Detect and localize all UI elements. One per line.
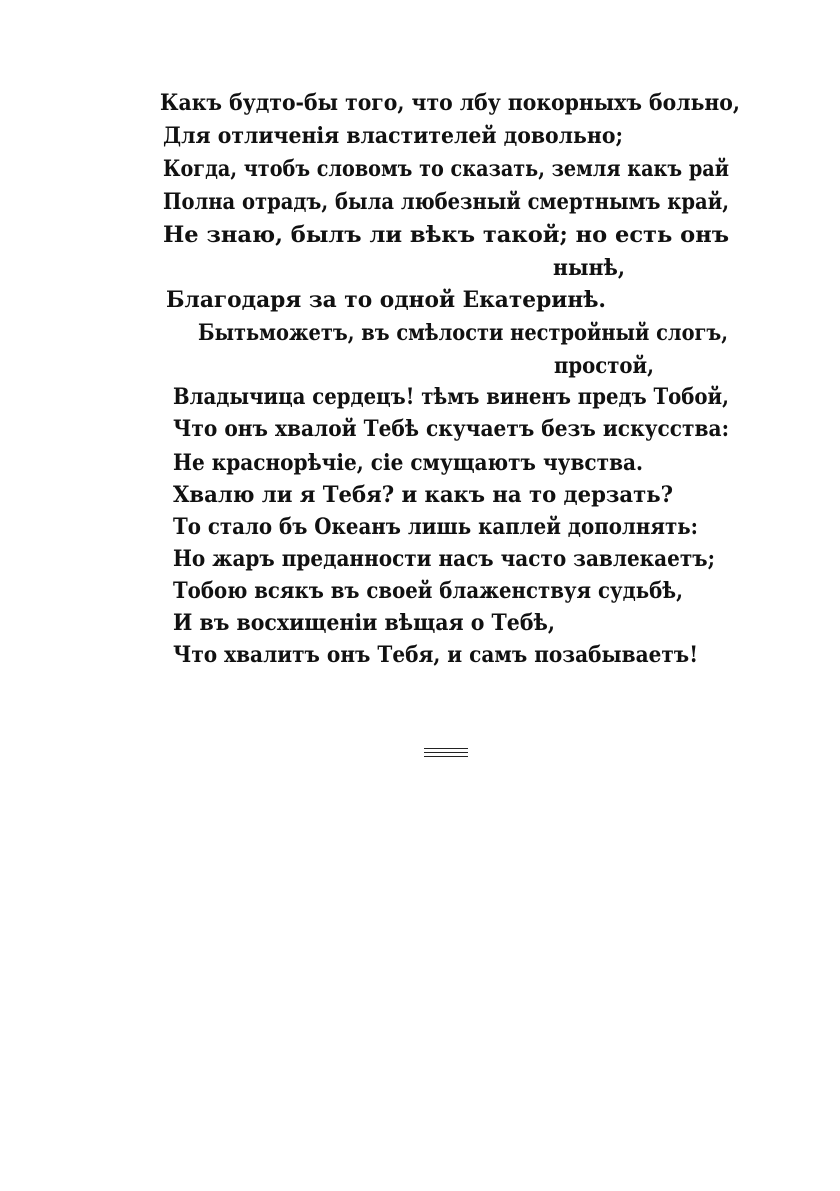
- ornament-rule-top: [424, 748, 468, 749]
- poem-line-continuation: нынѣ,: [553, 255, 625, 281]
- poem-line: Что хвалитъ онъ Тебя, и самъ позабываетъ!: [173, 642, 699, 668]
- ornament-rule-middle: [424, 752, 468, 753]
- poem-line: То стало бъ Океанъ лишь каплей дополнять:: [173, 514, 698, 540]
- poem-line: Для отличенія властителей довольно;: [163, 123, 624, 149]
- poem-line-indented: Бытьможетъ, въ смѣлости нестройный слогъ,: [198, 320, 729, 346]
- poem-line: Благодаря за то одной Екатеринѣ.: [166, 287, 606, 313]
- poem-line: Владычица сердецъ! тѣмъ виненъ предъ Тобой,: [173, 384, 729, 410]
- poem-line: Тобою всякъ въ своей блаженствуя судьбѣ,: [173, 578, 683, 604]
- ornament-rule-bottom: [424, 756, 468, 757]
- poem-line: Но жаръ преданности насъ часто завлекаетъ;: [173, 546, 715, 572]
- poem-line: Хвалю ли я Тебя? и какъ на то дерзать?: [173, 482, 673, 508]
- poem-line: И въ восхищеніи вѣщая о Тебѣ,: [173, 610, 555, 636]
- poem-line: Полна отрадъ, была любезный смертнымъ край,: [163, 189, 729, 215]
- poem-line: Когда, чтобъ словомъ то сказать, земля какъ рай: [163, 156, 730, 182]
- poem-line-continuation: простой,: [554, 353, 654, 379]
- poem-line: Что онъ хвалой Тебѣ скучаетъ безъ искусства:: [173, 416, 730, 442]
- poem-line: Какъ будто-бы того, что лбу покорныхъ больно,: [160, 90, 740, 116]
- poem-line: Не знаю, былъ ли вѣкъ такой; но есть онъ: [163, 222, 729, 248]
- poem-line: Не краснорѣчіе, сіе смущаютъ чувства.: [173, 450, 644, 476]
- ornamental-rule: [424, 747, 468, 757]
